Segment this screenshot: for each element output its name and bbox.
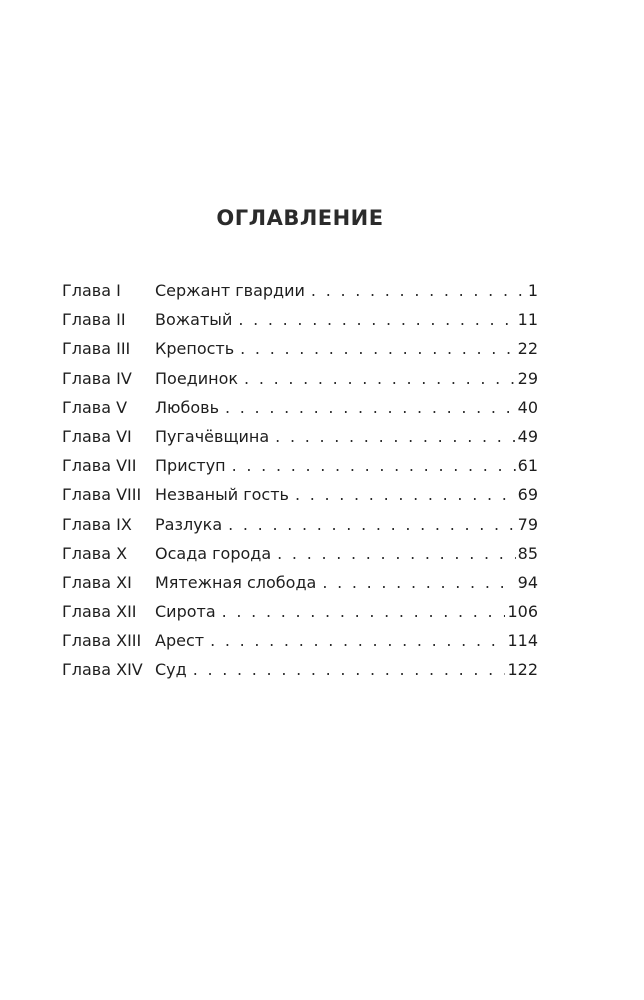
toc-dot-leader <box>295 485 516 504</box>
toc-chapter-number: Глава VIII <box>62 485 142 505</box>
toc-chapter-title: Приступ <box>155 456 226 476</box>
toc-chapter-title: Осада города <box>155 543 272 563</box>
toc-page-number: 79 <box>517 514 538 534</box>
toc-chapter-number: Глава X <box>62 543 128 563</box>
toc-chapter-number: Глава I <box>62 281 121 300</box>
toc-entry[interactable] <box>62 485 538 514</box>
toc-chapter-title: Арест <box>155 631 205 651</box>
toc-page-number: 11 <box>517 310 538 330</box>
toc-dot-leader <box>322 573 515 592</box>
toc-entry[interactable] <box>62 456 538 485</box>
toc-dot-leader <box>228 515 516 534</box>
toc-dot-leader <box>275 427 515 446</box>
toc-chapter-title: Суд <box>155 660 187 680</box>
toc-chapter-title: Пугачёвщина <box>155 426 270 446</box>
toc-entry[interactable] <box>62 573 538 602</box>
toc-page-number: 94 <box>517 572 538 592</box>
toc-chapter-number: Глава III <box>62 339 131 359</box>
toc-entry[interactable] <box>62 631 538 660</box>
toc-entry[interactable] <box>62 310 538 339</box>
toc-entry[interactable] <box>62 339 538 368</box>
toc-chapter-number: Глава XIV <box>62 660 143 680</box>
toc-chapter-title: Любовь <box>155 397 220 417</box>
toc-chapter-number: Глава II <box>62 310 126 330</box>
toc-dot-leader <box>244 369 516 388</box>
toc-page-number: 40 <box>517 397 538 417</box>
toc-entry[interactable] <box>62 660 538 689</box>
toc-page-number: 69 <box>517 485 538 505</box>
toc-chapter-number: Глава IX <box>62 514 132 534</box>
toc-chapter-title: Мятежная слобода <box>155 572 317 592</box>
toc-chapter-number: Глава XIII <box>62 631 142 651</box>
toc-entry[interactable] <box>62 602 538 631</box>
toc-page-number: 61 <box>517 456 538 476</box>
page-title: ОГЛАВЛЕНИЕ <box>216 206 384 230</box>
toc-chapter-number: Глава VII <box>62 456 137 476</box>
toc-chapter-number: Глава VI <box>62 426 132 446</box>
toc-chapter-number: Глава V <box>62 397 128 417</box>
toc-chapter-number: Глава XII <box>62 602 137 622</box>
toc-page-number: 106 <box>507 602 538 622</box>
toc-entry[interactable] <box>62 281 538 310</box>
toc-chapter-title: Крепость <box>155 339 235 359</box>
toc-page-number: 22 <box>517 339 538 359</box>
toc-chapter-title: Поединок <box>155 368 239 388</box>
toc-chapter-title: Сержант гвардии <box>155 281 305 300</box>
toc-chapter-title: Сирота <box>155 602 216 622</box>
table-of-contents <box>62 281 538 690</box>
toc-dot-leader <box>222 602 506 621</box>
toc-dot-leader <box>238 310 515 329</box>
toc-entry[interactable] <box>62 544 538 573</box>
toc-dot-leader <box>240 339 515 358</box>
toc-page-number: 29 <box>517 368 538 388</box>
toc-chapter-title: Незваный гость <box>155 485 289 505</box>
toc-page-number: 122 <box>507 660 538 680</box>
toc-dot-leader <box>277 544 515 563</box>
toc-chapter-number: Глава XI <box>62 572 132 592</box>
toc-dot-leader <box>232 456 516 475</box>
toc-entry[interactable] <box>62 398 538 427</box>
toc-chapter-title: Разлука <box>155 514 223 534</box>
toc-chapter-title: Вожатый <box>155 310 233 330</box>
toc-page-number: 114 <box>507 631 538 651</box>
toc-dot-leader <box>210 631 505 650</box>
toc-page-number: 85 <box>517 543 538 563</box>
toc-entry[interactable] <box>62 369 538 398</box>
toc-dot-leader <box>225 398 516 417</box>
toc-entry[interactable] <box>62 515 538 544</box>
toc-dot-leader <box>311 281 526 300</box>
toc-chapter-number: Глава IV <box>62 368 132 388</box>
toc-page-number: 49 <box>517 426 538 446</box>
toc-entry[interactable] <box>62 427 538 456</box>
toc-dot-leader <box>193 660 506 679</box>
toc-page-number: 1 <box>527 281 538 300</box>
